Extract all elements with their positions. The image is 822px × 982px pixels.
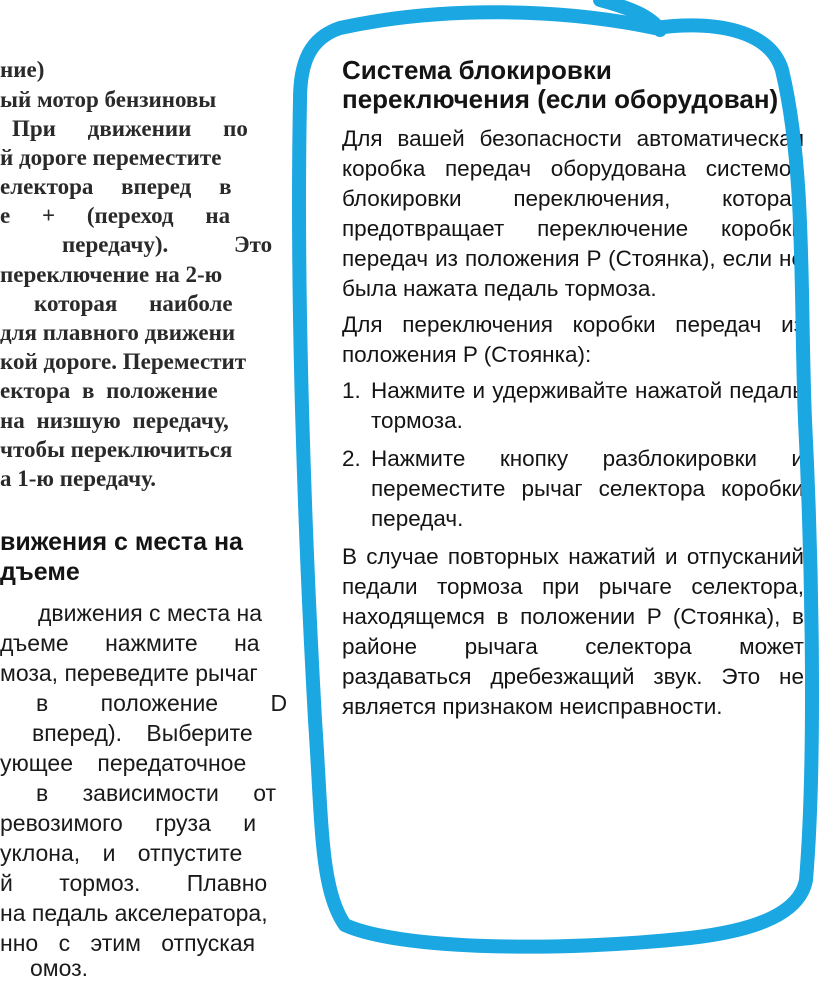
left-column — [0, 0, 300, 981]
step-number: 2. — [342, 446, 361, 471]
left-body-line: в зависимости от — [36, 780, 277, 806]
left-line: а 1-ю передачу. — [0, 466, 157, 491]
left-line: ние) — [0, 57, 45, 82]
left-line: кой дороге. Переместит — [0, 349, 247, 374]
left-body-line: вперед). Выберите — [32, 720, 253, 746]
left-line: й дороге переместите — [0, 145, 222, 170]
step-text: Нажмите и удерживайте нажатой педаль тормоза. — [371, 378, 804, 433]
left-line: При движении по — [12, 116, 248, 141]
highlight-stroke-tail — [600, 0, 660, 30]
step-item — [342, 444, 804, 534]
step-number: 1. — [342, 378, 361, 403]
left-body-line: движения с места на — [38, 600, 263, 626]
left-line: которая наиболе — [34, 291, 233, 316]
left-line: переключение на 2-ю — [0, 262, 223, 287]
left-body-line: омоз. — [30, 955, 89, 981]
left-line: на низшую передачу, — [0, 408, 229, 433]
left-body-line: дъеме нажмите на — [0, 630, 260, 656]
left-line: е + (переход на — [0, 203, 231, 228]
left-section-heading: дъеме — [0, 558, 80, 586]
instructions-intro: Для переключения коробки передач из положения P (Стоянка): — [342, 312, 804, 367]
left-body-line: в положение D — [36, 690, 288, 716]
section-title: Система блокировки переключения (если оборудован) — [342, 55, 779, 114]
left-line: електора вперед в — [0, 174, 232, 199]
left-body-line: моза, переведите рычаг — [0, 660, 258, 686]
left-body-line: ующее передаточное — [0, 750, 247, 776]
left-line: передачу). Это — [62, 232, 273, 257]
note-paragraph: В случае повторных нажатий и отпусканий педали тормоза при рычаге селектора, находящемся в положении P (Стоянка), в районе рычага селектора может раздаваться дребезжащий звук. Это не является признаком неисправности. — [342, 544, 804, 719]
left-body-line: нно с этим отпуская — [0, 930, 256, 956]
left-body-line: ревозимого груза и — [0, 810, 257, 836]
left-line: для плавного движени — [0, 320, 236, 345]
step-text: Нажмите кнопку разблокировки и переместите рычаг селектора коробки передач. — [371, 446, 804, 531]
left-body-line: на педаль акселератора, — [0, 900, 268, 926]
steps-list — [342, 376, 804, 534]
left-line: ый мотор бензиновы — [0, 87, 217, 112]
left-line: ектора в положение — [0, 378, 218, 403]
safety-paragraph: Для вашей безопасности автоматическая коробка передач оборудована системой блокировки переключения, которая предотвращает переключение коробки передач из положения P (Стоянка), если не была нажата педаль тормоза. — [342, 126, 804, 301]
step-item — [342, 376, 804, 436]
left-line: чтобы переключиться — [0, 437, 233, 462]
left-body-line: уклона, и отпустите — [0, 840, 243, 866]
left-body-line: й тормоз. Плавно — [0, 870, 268, 896]
left-section-heading: вижения с места на — [0, 528, 243, 556]
right-column — [342, 56, 804, 728]
